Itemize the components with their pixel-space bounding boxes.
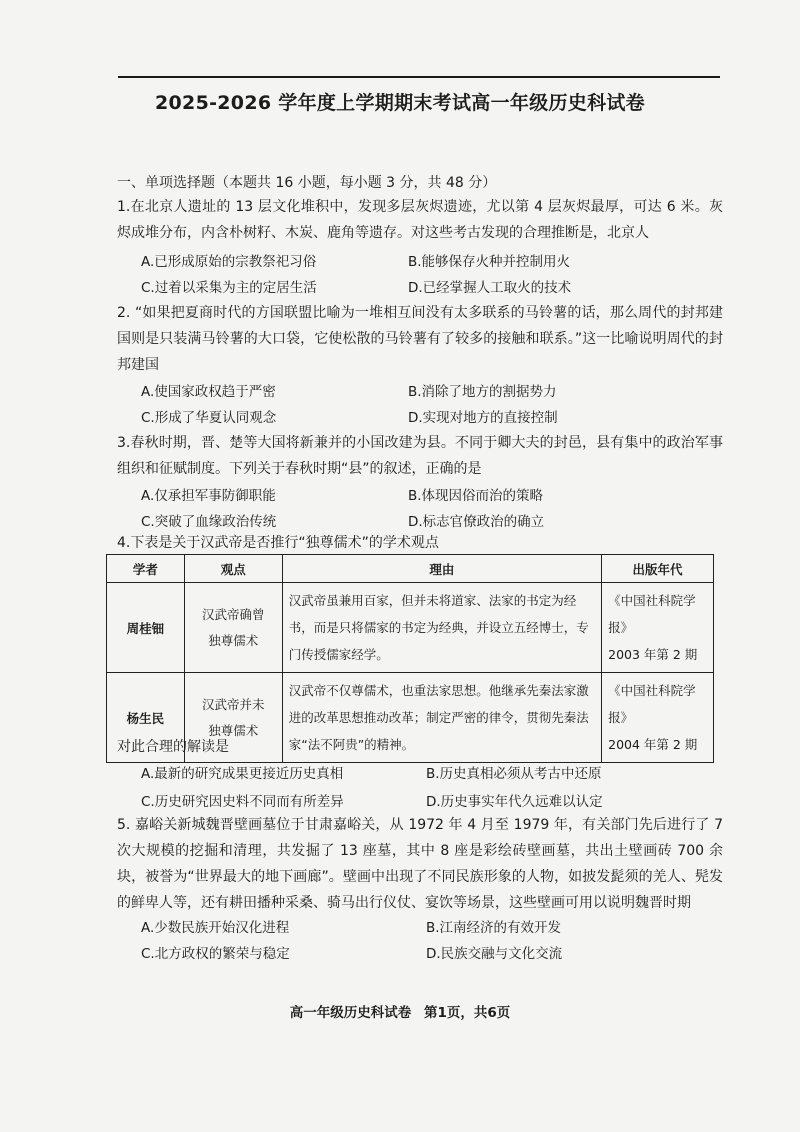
question-5-option-c[interactable]: C.北方政权的繁荣与稳定 xyxy=(141,946,290,962)
question-3-option-c[interactable]: C.突破了血缘政治传统 xyxy=(141,514,277,530)
section-heading: 一、单项选择题（本题共 16 小题，每小题 3 分，共 48 分） xyxy=(117,175,497,191)
question-2-option-b[interactable]: B.消除了地方的割据势力 xyxy=(408,384,557,400)
table-row xyxy=(107,583,714,673)
table-cell-scholar: 周桂钿 xyxy=(107,583,185,673)
question-3-stem: 3.春秋时期，晋、楚等大国将新兼并的小国改建为县。不同于卿大夫的封邑，县有集中的政治军事组织和征赋制度。下列关于春秋时期“县”的叙述，正确的是 xyxy=(117,435,723,477)
question-3-option-a[interactable]: A.仅承担军事防御职能 xyxy=(141,488,276,504)
question-1-stem: 1.在北京人遗址的 13 层文化堆积中，发现多层灰烬遗迹，尤以第 4 层灰烬最厚，可达 6 米。灰烬成堆分布，内含朴树籽、木炭、鹿角等遗存。对这些考古发现的合理推断是，北京人 xyxy=(117,199,723,241)
question-1-option-c[interactable]: C.过着以采集为主的定居生活 xyxy=(141,280,317,296)
question-5-stem: 5. 嘉峪关新城魏晋壁画墓位于甘肃嘉峪关，从 1972 年 4 月至 1979 年，有关部门先后进行了 7 次大规模的挖掘和清理，共发掘了 13 座墓，其中 8 座是彩绘砖壁画墓，共出土壁画砖 700 余块，被誉为“世界最大的地下画廊”。壁画中出现了不同民族形象的人物，如披发髭须的羌人、髡发的鲜卑人等，还有耕田播种采桑、骑马出行仪仗、宴饮等场景，这些壁画可用以说明魏晋时期 xyxy=(117,817,723,911)
question-2-stem: 2. “如果把夏商时代的方国联盟比喻为一堆相互间没有太多联系的马铃薯的话，那么周代的封邦建国则是只装满马铃薯的大口袋，它使松散的马铃薯有了较多的接触和联系。”这一比喻说明周代的封邦建国 xyxy=(117,305,723,373)
question-4-prompt: 对此合理的解读是 xyxy=(117,739,229,755)
publication-journal: 《中国社科院学报》 xyxy=(608,593,696,635)
footer-page-number: 第1页，共6页 xyxy=(423,1005,511,1021)
view-line: 汉武帝确曾 xyxy=(202,606,265,622)
view-line: 独尊儒术 xyxy=(208,632,259,648)
question-5-option-d[interactable]: D.民族交融与文化交流 xyxy=(426,946,563,962)
table-cell-view xyxy=(184,583,282,673)
table-header-publication: 出版年代 xyxy=(602,555,714,583)
question-2-option-a[interactable]: A.使国家政权趋于严密 xyxy=(141,384,276,400)
page-title: 2025-2026 学年度上学期期末考试高一年级历史科试卷 xyxy=(155,92,645,114)
top-rule xyxy=(118,76,720,78)
view-line: 独尊儒术 xyxy=(208,722,259,738)
scholar-views-table xyxy=(106,554,714,763)
publication-journal: 《中国社科院学报》 xyxy=(608,683,696,725)
question-5-option-b[interactable]: B.江南经济的有效开发 xyxy=(426,920,562,936)
question-4-option-c[interactable]: C.历史研究因史料不同而有所差异 xyxy=(141,794,344,810)
publication-issue: 2004 年第 2 期 xyxy=(608,737,698,752)
question-1-option-a[interactable]: A.已形成原始的宗教祭祀习俗 xyxy=(141,254,317,270)
question-4-option-d[interactable]: D.历史事实年代久远难以认定 xyxy=(426,794,603,810)
table-header-row xyxy=(107,555,714,583)
question-2-option-c[interactable]: C.形成了华夏认同观念 xyxy=(141,410,277,426)
question-1-option-d[interactable]: D.已经掌握人工取火的技术 xyxy=(408,280,572,296)
question-4-option-a[interactable]: A.最新的研究成果更接近历史真相 xyxy=(141,766,344,782)
question-3-option-b[interactable]: B.体现因俗而治的策略 xyxy=(408,488,544,504)
table-cell-reason: 汉武帝虽兼用百家，但并未将道家、法家的书定为经书，而是只将儒家的书定为经典，并设立五经博士，专门传授儒家经学。 xyxy=(282,583,601,673)
question-4-option-b[interactable]: B.历史真相必须从考古中还原 xyxy=(426,766,602,782)
table-header-scholar: 学者 xyxy=(107,555,185,583)
view-line: 汉武帝并未 xyxy=(202,696,265,712)
table-cell-scholar: 杨生民 xyxy=(107,673,185,763)
table-header-reason: 理由 xyxy=(282,555,601,583)
question-5-option-a[interactable]: A.少数民族开始汉化进程 xyxy=(141,920,290,936)
question-3-option-d[interactable]: D.标志官僚政治的确立 xyxy=(408,514,545,530)
publication-issue: 2003 年第 2 期 xyxy=(608,647,698,662)
page-footer xyxy=(0,1001,800,1021)
question-2-option-d[interactable]: D.实现对地方的直接控制 xyxy=(408,410,558,426)
question-4-stem: 4.下表是关于汉武帝是否推行“独尊儒术”的学术观点 xyxy=(117,535,439,551)
footer-subject: 高一年级历史科试卷 xyxy=(289,1005,412,1021)
table-header-view: 观点 xyxy=(184,555,282,583)
table-cell-publication xyxy=(602,583,714,673)
table-cell-reason: 汉武帝不仅尊儒术，也重法家思想。他继承先秦法家激进的改革思想推动改革；制定严密的律令，贯彻先秦法家“法不阿贵”的精神。 xyxy=(282,673,601,763)
question-1-option-b[interactable]: B.能够保存火种并控制用火 xyxy=(408,254,571,270)
